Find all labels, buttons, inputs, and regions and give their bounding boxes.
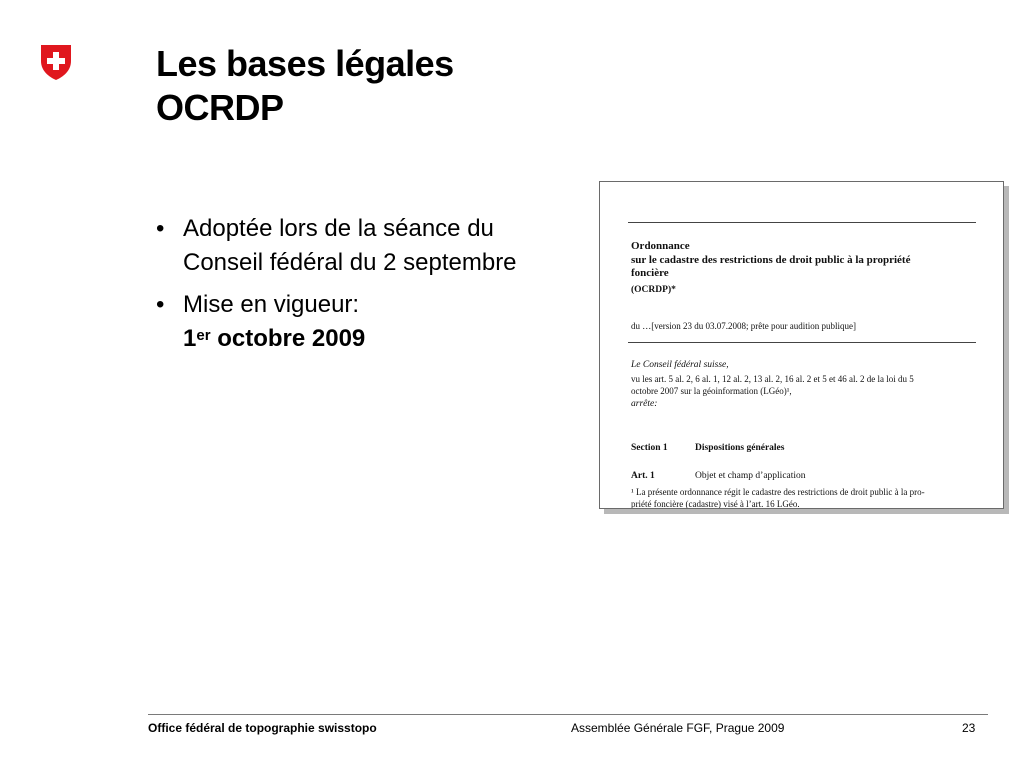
doc-vu-line1: vu les art. 5 al. 2, 6 al. 1, 12 al. 2, 13 al. 2, 16 al. 2 et 5 et 46 al. 2 de la loi du 5: [631, 374, 914, 384]
doc-heading-subject: sur le cadastre des restrictions de droit public à la propriété: [631, 254, 911, 266]
bullet-text-line2: Conseil fédéral du 2 septembre: [183, 249, 517, 276]
footer-event: Assemblée Générale FGF, Prague 2009: [571, 721, 785, 735]
footer-page-number: 23: [962, 721, 976, 735]
slide-title-line1: Les bases légales: [156, 43, 454, 84]
bullet-list: [156, 212, 596, 364]
document-rule-top: [628, 222, 976, 223]
bullet-dot-icon: •: [156, 215, 165, 242]
doc-arrete: arrête:: [631, 399, 658, 409]
doc-heading-ordonnance: Ordonnance: [631, 240, 690, 252]
slide-title-line2: OCRDP: [156, 87, 284, 128]
ordinance-document-image: [599, 181, 1004, 509]
date-day: 1: [183, 325, 197, 352]
bullet-dot-icon: •: [156, 291, 165, 318]
entry-into-force-date: [183, 322, 596, 356]
footer-divider: [148, 714, 988, 715]
footer-office: Office fédéral de topographie swisstopo: [148, 721, 377, 735]
doc-council: Le Conseil fédéral suisse,: [631, 360, 729, 370]
doc-version-line: du …[version 23 du 03.07.2008; prête pour audition publique]: [631, 321, 856, 331]
doc-section-title: Dispositions générales: [695, 443, 785, 453]
swiss-shield-logo-icon: [39, 43, 73, 81]
bullet-text-line1: Adoptée lors de la séance du: [183, 215, 494, 242]
bullet-text-line1: Mise en vigueur:: [183, 291, 360, 318]
doc-section-number: Section 1: [631, 443, 668, 453]
date-rest: octobre 2009: [210, 325, 366, 352]
doc-abbreviation: (OCRDP)*: [631, 285, 676, 295]
doc-article-title: Objet et champ d’application: [695, 471, 806, 481]
doc-paragraph-line1: ¹ La présente ordonnance régit le cadastre des restrictions de droit public à la pro-: [631, 487, 925, 497]
bullet-item-adoption: [156, 212, 596, 280]
slide-title: [156, 42, 454, 130]
doc-heading-subject-cont: foncière: [631, 267, 669, 279]
doc-article-number: Art. 1: [631, 471, 655, 481]
document-rule-mid: [628, 342, 976, 343]
bullet-item-entry-into-force: [156, 288, 596, 356]
doc-paragraph-line2: priété foncière (cadastre) visé à l’art. 16 LGéo.: [631, 499, 800, 509]
date-day-suffix: er: [196, 327, 211, 344]
doc-vu-line2: octobre 2007 sur la géoinformation (LGéo)¹,: [631, 386, 792, 396]
